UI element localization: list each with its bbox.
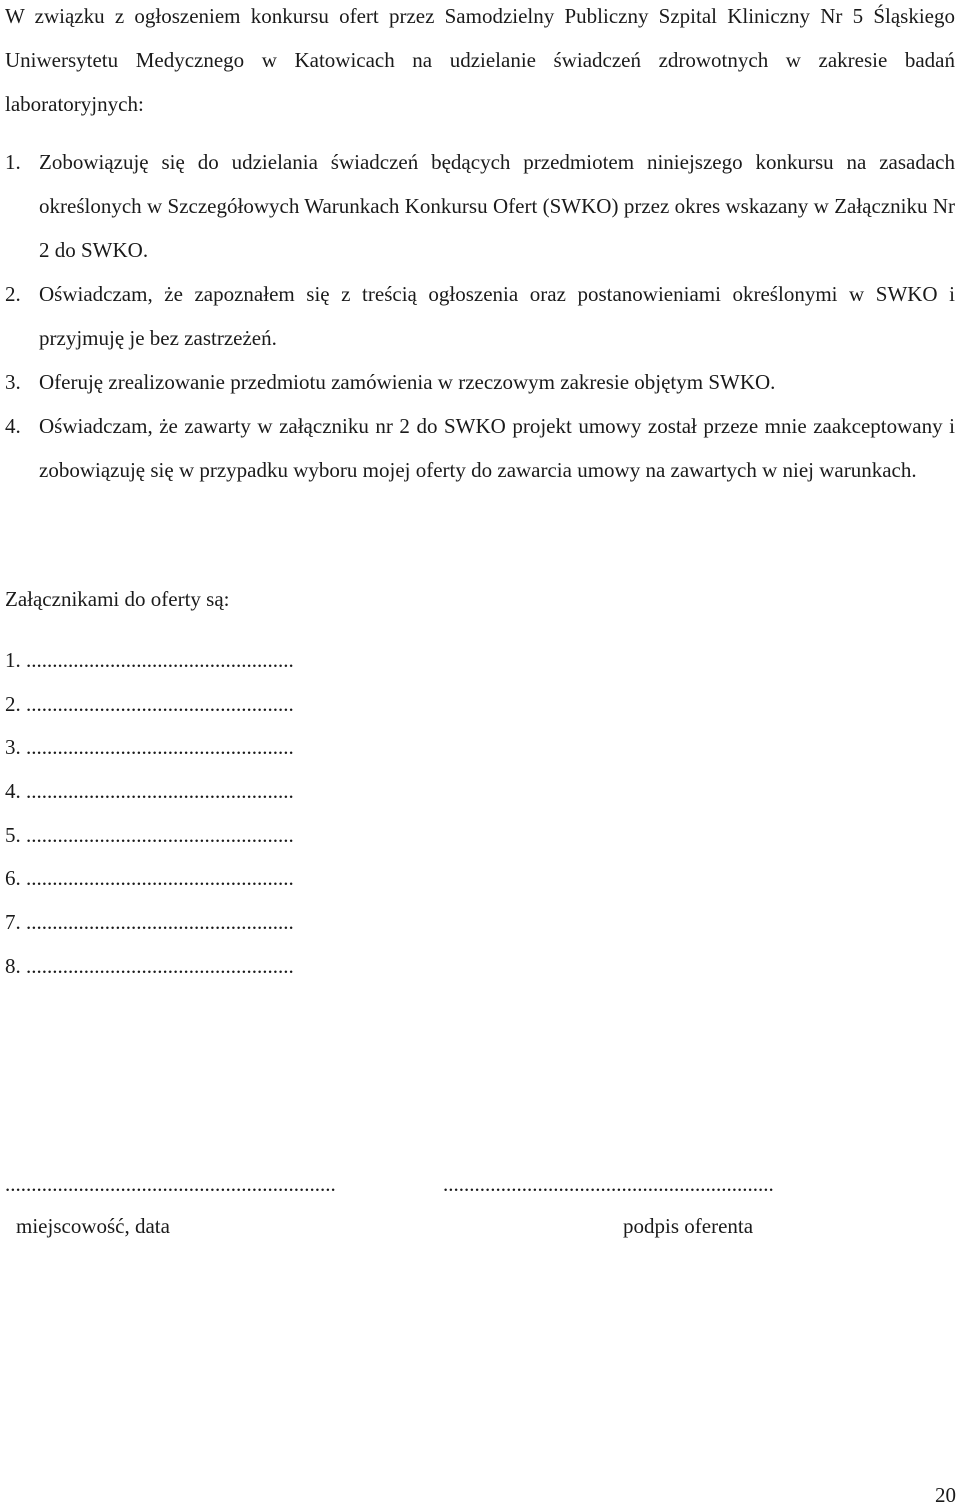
attachment-line: 5. ................................................... <box>5 822 294 847</box>
declaration-item <box>5 272 955 360</box>
signature-line: ............................................................... <box>443 1172 774 1196</box>
declaration-number: 3. <box>5 370 21 394</box>
place-date-label: miejscowość, data <box>16 1214 170 1238</box>
declaration-text: Oferuję zrealizowanie przedmiotu zamówienia w rzeczowym zakresie objętym SWKO. <box>39 370 776 394</box>
declaration-number: 4. <box>5 414 21 438</box>
declaration-item <box>5 360 955 404</box>
declaration-number: 1. <box>5 150 21 174</box>
attachment-line: 3. ................................................... <box>5 735 294 760</box>
attachment-line: 2. ................................................... <box>5 691 294 716</box>
attachments-heading: Załącznikami do oferty są: <box>5 587 230 611</box>
attachment-line: 1. ................................................... <box>5 648 294 672</box>
declaration-number: 2. <box>5 282 21 306</box>
declaration-text: Oświadczam, że zapoznałem się z treścią ogłoszenia oraz postanowieniami określonymi w SWKO i przyjmuję je bez zastrzeżeń. <box>39 282 955 350</box>
declaration-text: Oświadczam, że zawarty w załączniku nr 2 do SWKO projekt umowy został przeze mnie zaakceptowany i zobowiązuję się w przypadku wyboru mojej oferty do zawarcia umowy na zawartych w niej warunkach. <box>39 414 955 482</box>
attachment-line: 4. ................................................... <box>5 779 294 804</box>
declaration-item <box>5 140 955 272</box>
place-date-line: ............................................................... <box>5 1172 336 1196</box>
signature-label: podpis oferenta <box>623 1214 754 1238</box>
intro-paragraph: W związku z ogłoszeniem konkursu ofert przez Samodzielny Publiczny Szpital Kliniczny Nr 5 Śląskiego Uniwersytetu Medycznego w Katowicach na udzielanie świadczeń zdrowotnych w zakresie badań laboratoryjnych: <box>5 4 955 116</box>
declaration-item <box>5 404 955 492</box>
declaration-text: Zobowiązuję się do udzielania świadczeń będących przedmiotem niniejszego konkursu na zasadach określonych w Szczegółowych Warunkach Konkursu Ofert (SWKO) przez okres wskazany w Załączniku Nr 2 do SWKO. <box>39 150 955 262</box>
attachments-list <box>5 638 294 988</box>
attachment-line: 7. ................................................... <box>5 910 294 935</box>
page-number: 20 <box>935 1483 956 1507</box>
attachment-line: 8. ................................................... <box>5 953 294 978</box>
declaration-list <box>5 140 955 492</box>
attachment-line: 6. ................................................... <box>5 866 294 891</box>
